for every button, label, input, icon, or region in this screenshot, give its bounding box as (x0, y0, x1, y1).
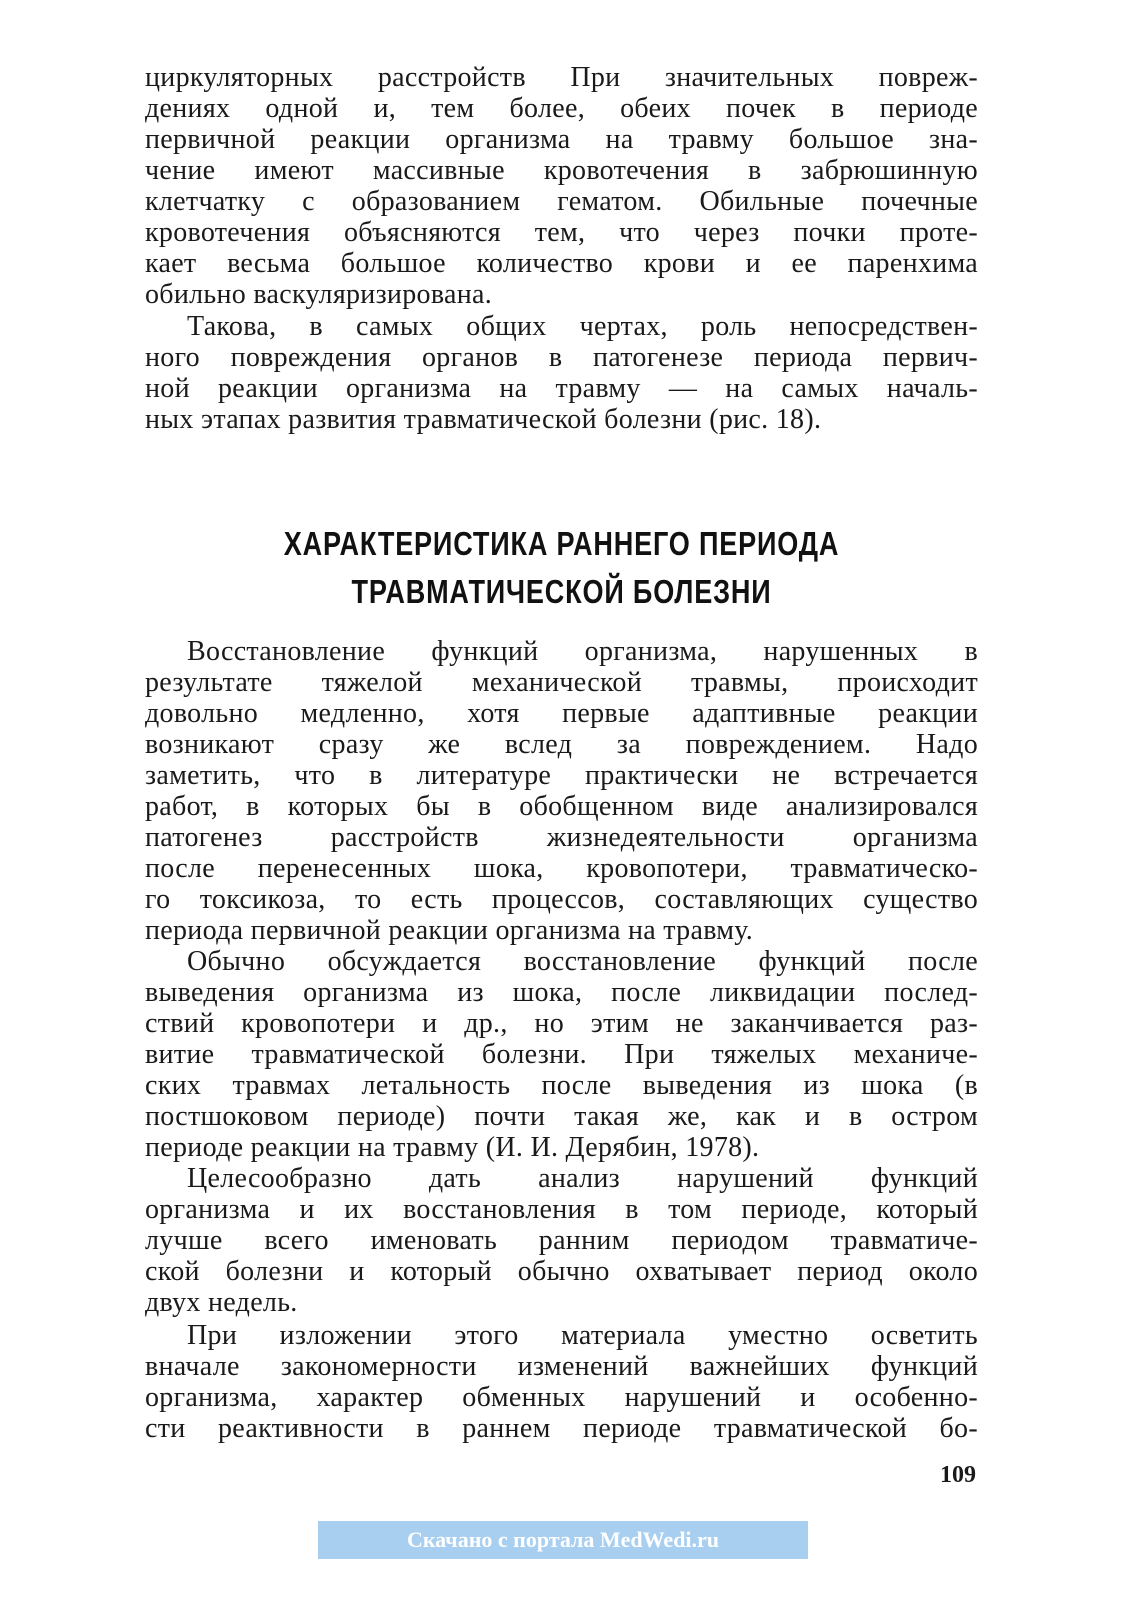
paragraph-6 (145, 1320, 978, 1444)
text-line: работ, в которых бы в обобщенном виде анализировался (145, 791, 978, 822)
text-line: после перенесенных шока, кровопотери, травматическо- (145, 853, 978, 884)
text-line: довольно медленно, хотя первые адаптивные реакции (145, 698, 978, 729)
text-line: ного повреждения органов в патогенезе периода первич- (145, 342, 978, 373)
text-line: При изложении этого материала уместно осветить (187, 1320, 978, 1351)
paragraph-4 (145, 946, 978, 1163)
paragraph-3 (145, 636, 978, 946)
text-line: ных этапах развития травматической болезни (рис. 18). (145, 404, 822, 435)
text-line: организма, характер обменных нарушений и особенно- (145, 1382, 978, 1413)
text-line: результате тяжелой механической травмы, происходит (145, 667, 978, 698)
text-line: Такова, в самых общих чертах, роль непосредствен- (187, 311, 978, 342)
paragraph-1 (145, 62, 978, 310)
text-line: го токсикоза, то есть процессов, составляющих существо (145, 884, 978, 915)
section-heading-line-2: ТРАВМАТИЧЕСКОЙ БОЛЕЗНИ (351, 573, 772, 610)
text-line: чение имеют массивные кровотечения в забрюшинную (145, 155, 978, 186)
text-line: кровотечения объясняются тем, что через почки проте- (145, 217, 978, 248)
text-line: ской болезни и который обычно охватывает период около (145, 1256, 978, 1287)
section-heading-line-1: ХАРАКТЕРИСТИКА РАННЕГО ПЕРИОДА (283, 525, 840, 562)
text-line: выведения организма из шока, после ликвидации послед- (145, 977, 978, 1008)
text-line: лучше всего именовать ранним периодом травматиче- (145, 1225, 978, 1256)
text-line: ной реакции организма на травму — на самых началь- (145, 373, 978, 404)
text-line: периода первичной реакции организма на травму. (145, 915, 754, 946)
text-line: сти реактивности в раннем периоде травматической бо- (145, 1413, 978, 1444)
download-watermark-banner: Скачано с портала MedWedi.ru (318, 1521, 808, 1559)
text-line: возникают сразу же вслед за повреждением. Надо (145, 729, 978, 760)
text-line: постшоковом периоде) почти такая же, как и в остром (145, 1101, 978, 1132)
page-number: 109 (940, 1462, 976, 1488)
paragraph-5 (145, 1163, 978, 1318)
text-line: первичной реакции организма на травму большое зна- (145, 124, 978, 155)
text-line: ствий кровопотери и др., но этим не заканчивается раз- (145, 1008, 978, 1039)
text-line: двух недель. (145, 1287, 298, 1318)
text-line: заметить, что в литературе практически не встречается (145, 760, 978, 791)
text-line: ских травмах летальность после выведения из шока (в (145, 1070, 978, 1101)
text-line: периоде реакции на травму (И. И. Дерябин, 1978). (145, 1132, 760, 1163)
text-line: патогенез расстройств жизнедеятельности организма (145, 822, 978, 853)
text-line: кает весьма большое количество крови и ее паренхима (145, 248, 978, 279)
text-line: Целесообразно дать анализ нарушений функций (187, 1163, 978, 1194)
text-line: Обычно обсуждается восстановление функций после (187, 946, 978, 977)
text-line: витие травматической болезни. При тяжелых механиче- (145, 1039, 978, 1070)
section-heading (145, 520, 978, 616)
text-line: циркуляторных расстройств При значительных повреж- (145, 62, 978, 93)
text-line: Восстановление функций организма, нарушенных в (187, 636, 978, 667)
text-line: клетчатку с образованием гематом. Обильные почечные (145, 186, 978, 217)
text-line: дениях одной и, тем более, обеих почек в периоде (145, 93, 978, 124)
text-line: организма и их восстановления в том периоде, который (145, 1194, 978, 1225)
paragraph-2 (145, 311, 978, 435)
text-line: вначале закономерности изменений важнейших функций (145, 1351, 978, 1382)
text-line: обильно васкуляризирована. (145, 279, 493, 310)
